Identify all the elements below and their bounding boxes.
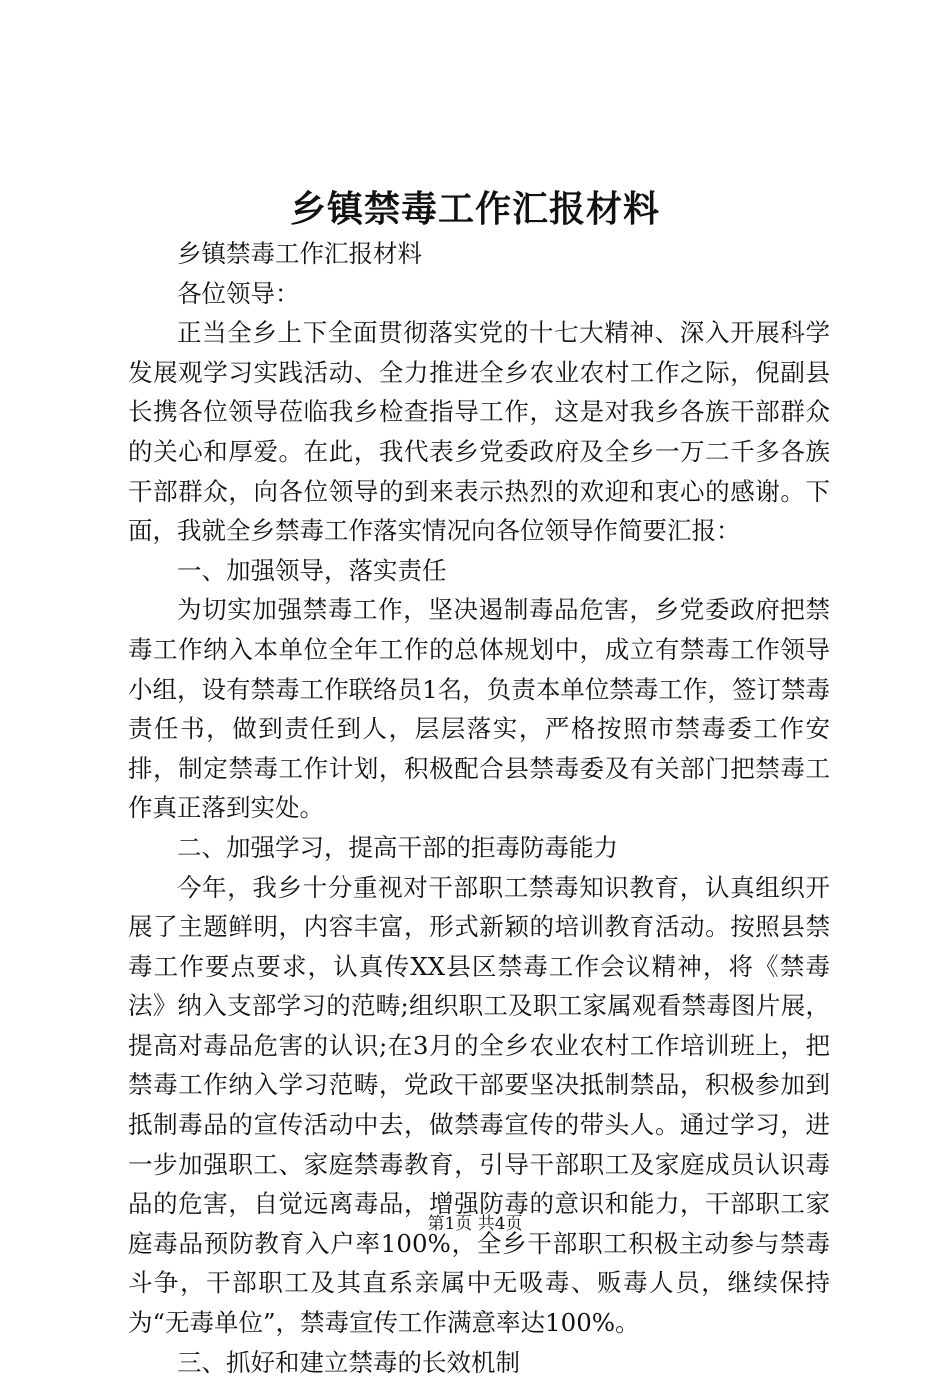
paragraph-intro: 正当全乡上下全面贯彻落实党的十七大精神、深入开展科学发展观学习实践活动、全力推进全乡农业农村工作之际，倪副县长携各位领导莅临我乡检查指导工作，这是对我乡各族干部群众的关心和厚爱。在此，我代表乡党委政府及全乡一万二千多各族干部群众，向各位领导的到来表示热烈的欢迎和衷心的感谢。下面，我就全乡禁毒工作落实情况向各位领导作简要汇报：	[128, 318, 830, 546]
paragraph-repeat-title: 乡镇禁毒工作汇报材料	[177, 239, 422, 268]
paragraph-section-2: 今年，我乡十分重视对干部职工禁毒知识教育，认真组织开展了主题鲜明，内容丰富，形式新颖的培训教育活动。按照县禁毒工作要点要求，认真传XX县区禁毒工作会议精神，将《禁毒法》纳入支部学习的范畴;组织职工及职工家属观看禁毒图片展，提高对毒品危害的认识;在3月的全乡农业农村工作培训班上，把禁毒工作纳入学习范畴，党政干部要坚决抵制禁品，积极参加到抵制毒品的宣传活动中去，做禁毒宣传的带头人。通过学习，进一步加强职工、家庭禁毒教育，引导干部职工及家庭成员认识毒品的危害，自觉远离毒品，增强防毒的意识和能力，干部职工家庭毒品预防教育入户率100%，全乡干部职工积极主动参与禁毒斗争，干部职工及其直系亲属中无吸毒、贩毒人员，继续保持为“无毒单位”，禁毒宣传工作满意率达100%。	[128, 872, 830, 1338]
document-body	[128, 234, 830, 1382]
page-number-footer: 第1页 共4页	[427, 1214, 523, 1234]
paragraph-section-1: 为切实加强禁毒工作，坚决遏制毒品危害，乡党委政府把禁毒工作纳入本单位全年工作的总体规划中，成立有禁毒工作领导小组，设有禁毒工作联络员1名，负责本单位禁毒工作，签订禁毒责任书，做到责任到人，层层落实，严格按照市禁毒委工作安排，制定禁毒工作计划，积极配合县禁毒委及有关部门把禁毒工作真正落到实处。	[128, 595, 830, 823]
document-title: 乡镇禁毒工作汇报材料	[289, 188, 660, 230]
section-heading-1: 一、加强领导，落实责任	[177, 555, 447, 585]
section-heading-2: 二、加强学习，提高干部的拒毒防毒能力	[177, 832, 618, 862]
paragraph-salutation: 各位领导：	[177, 278, 300, 308]
section-heading-3: 三、抓好和建立禁毒的长效机制	[177, 1347, 520, 1377]
